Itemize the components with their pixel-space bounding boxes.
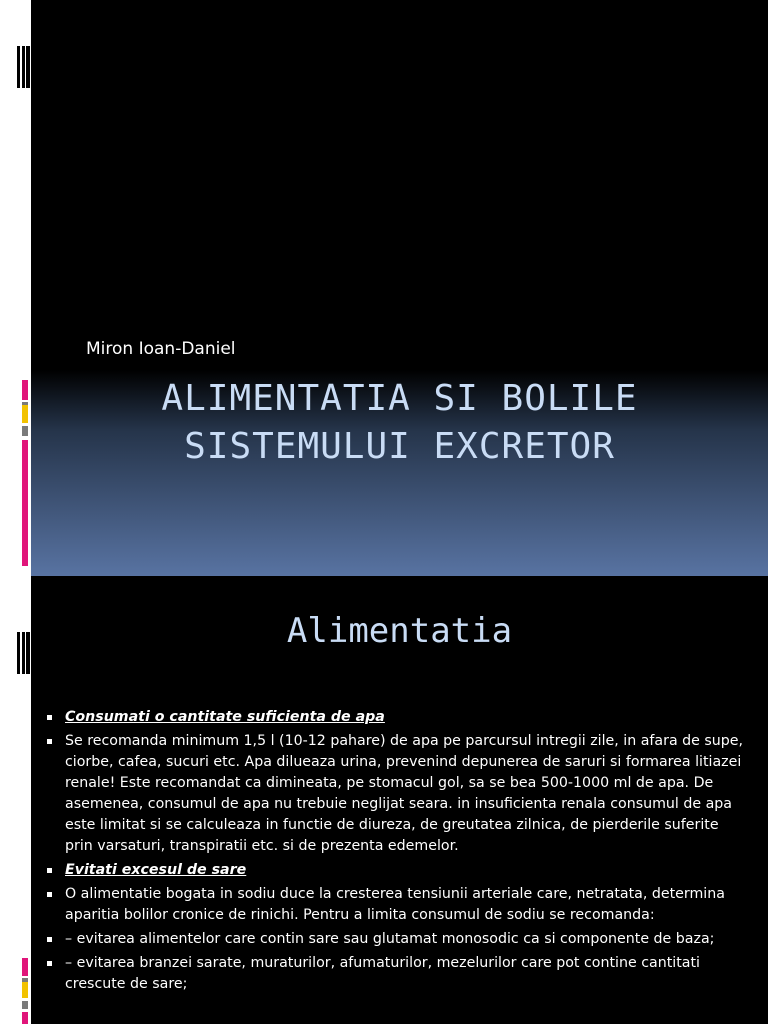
bullet-heading: Consumati o cantitate suficienta de apa [65, 709, 385, 725]
bullet-text: – evitarea branzei sarate, muraturilor, afumaturilor, mezelurilor care pot contine cantitati crescute de sare; [65, 955, 700, 992]
accent-bar-gray [22, 1001, 28, 1009]
bullet-marker-icon [47, 961, 52, 966]
accent-bar-gray [22, 426, 28, 436]
accent-bar-pink [22, 1012, 28, 1024]
bullet-item [46, 707, 746, 728]
decorative-bars-top [17, 46, 30, 88]
bullet-item [46, 860, 746, 881]
slide-title-line-1: ALIMENTATIA SI BOLILE [161, 378, 638, 419]
bullet-item [46, 953, 746, 995]
bullet-marker-icon [47, 868, 52, 873]
bullet-marker-icon [47, 937, 52, 942]
author-name: Miron Ioan-Daniel [86, 339, 236, 359]
decorative-bars-top [17, 632, 30, 674]
bullet-text: Se recomanda minimum 1,5 l (10-12 pahare) de apa pe parcursul intregii zile, in afara de supe, ciorbe, cafea, sucuri etc. Apa dilueaza urina, prevenind depunerea de saruri si formarea litiazei renale! Este recomandat ca dimineata, pe stomacul gol, sa se bea 500-1000 ml de apa. De asemenea, consumul de apa nu trebuie neglijat seara. in insuficienta renala consumul de apa este limitat si se calculeaza in functie de diureza, de greutatea zilnica, de pierderile suferite prin varsaturi, transpiratii etc. si de prezenta edemelor. [65, 733, 744, 854]
bullet-item [46, 929, 746, 950]
section-heading: Alimentatia [286, 611, 513, 651]
accent-bar-yellow [22, 405, 28, 423]
bullet-item [46, 731, 746, 857]
slide-left-strip [0, 576, 31, 1024]
accent-bar-pink [22, 440, 28, 566]
accent-bar-pink [22, 380, 28, 400]
bullet-text: – evitarea alimentelor care contin sare sau glutamat monosodic ca si componente de baza; [65, 931, 715, 947]
bullet-item [46, 884, 746, 926]
bullet-marker-icon [47, 715, 52, 720]
slide-title-line-2: SISTEMULUI EXCRETOR [184, 426, 615, 467]
accent-bar-pink [22, 958, 28, 976]
bullet-text: O alimentatie bogata in sodiu duce la cresterea tensiunii arteriale care, netratata, determina aparitia bolilor cronice de rinichi. Pentru a limita consumul de sodiu se recomanda: [65, 886, 725, 923]
accent-bar-yellow [22, 982, 28, 998]
bullet-marker-icon [47, 892, 52, 897]
bullet-marker-icon [47, 739, 52, 744]
slide-title [31, 375, 768, 471]
bullet-heading: Evitati excesul de sare [65, 862, 247, 878]
bullet-list [46, 707, 746, 998]
slide-left-strip [0, 0, 31, 576]
